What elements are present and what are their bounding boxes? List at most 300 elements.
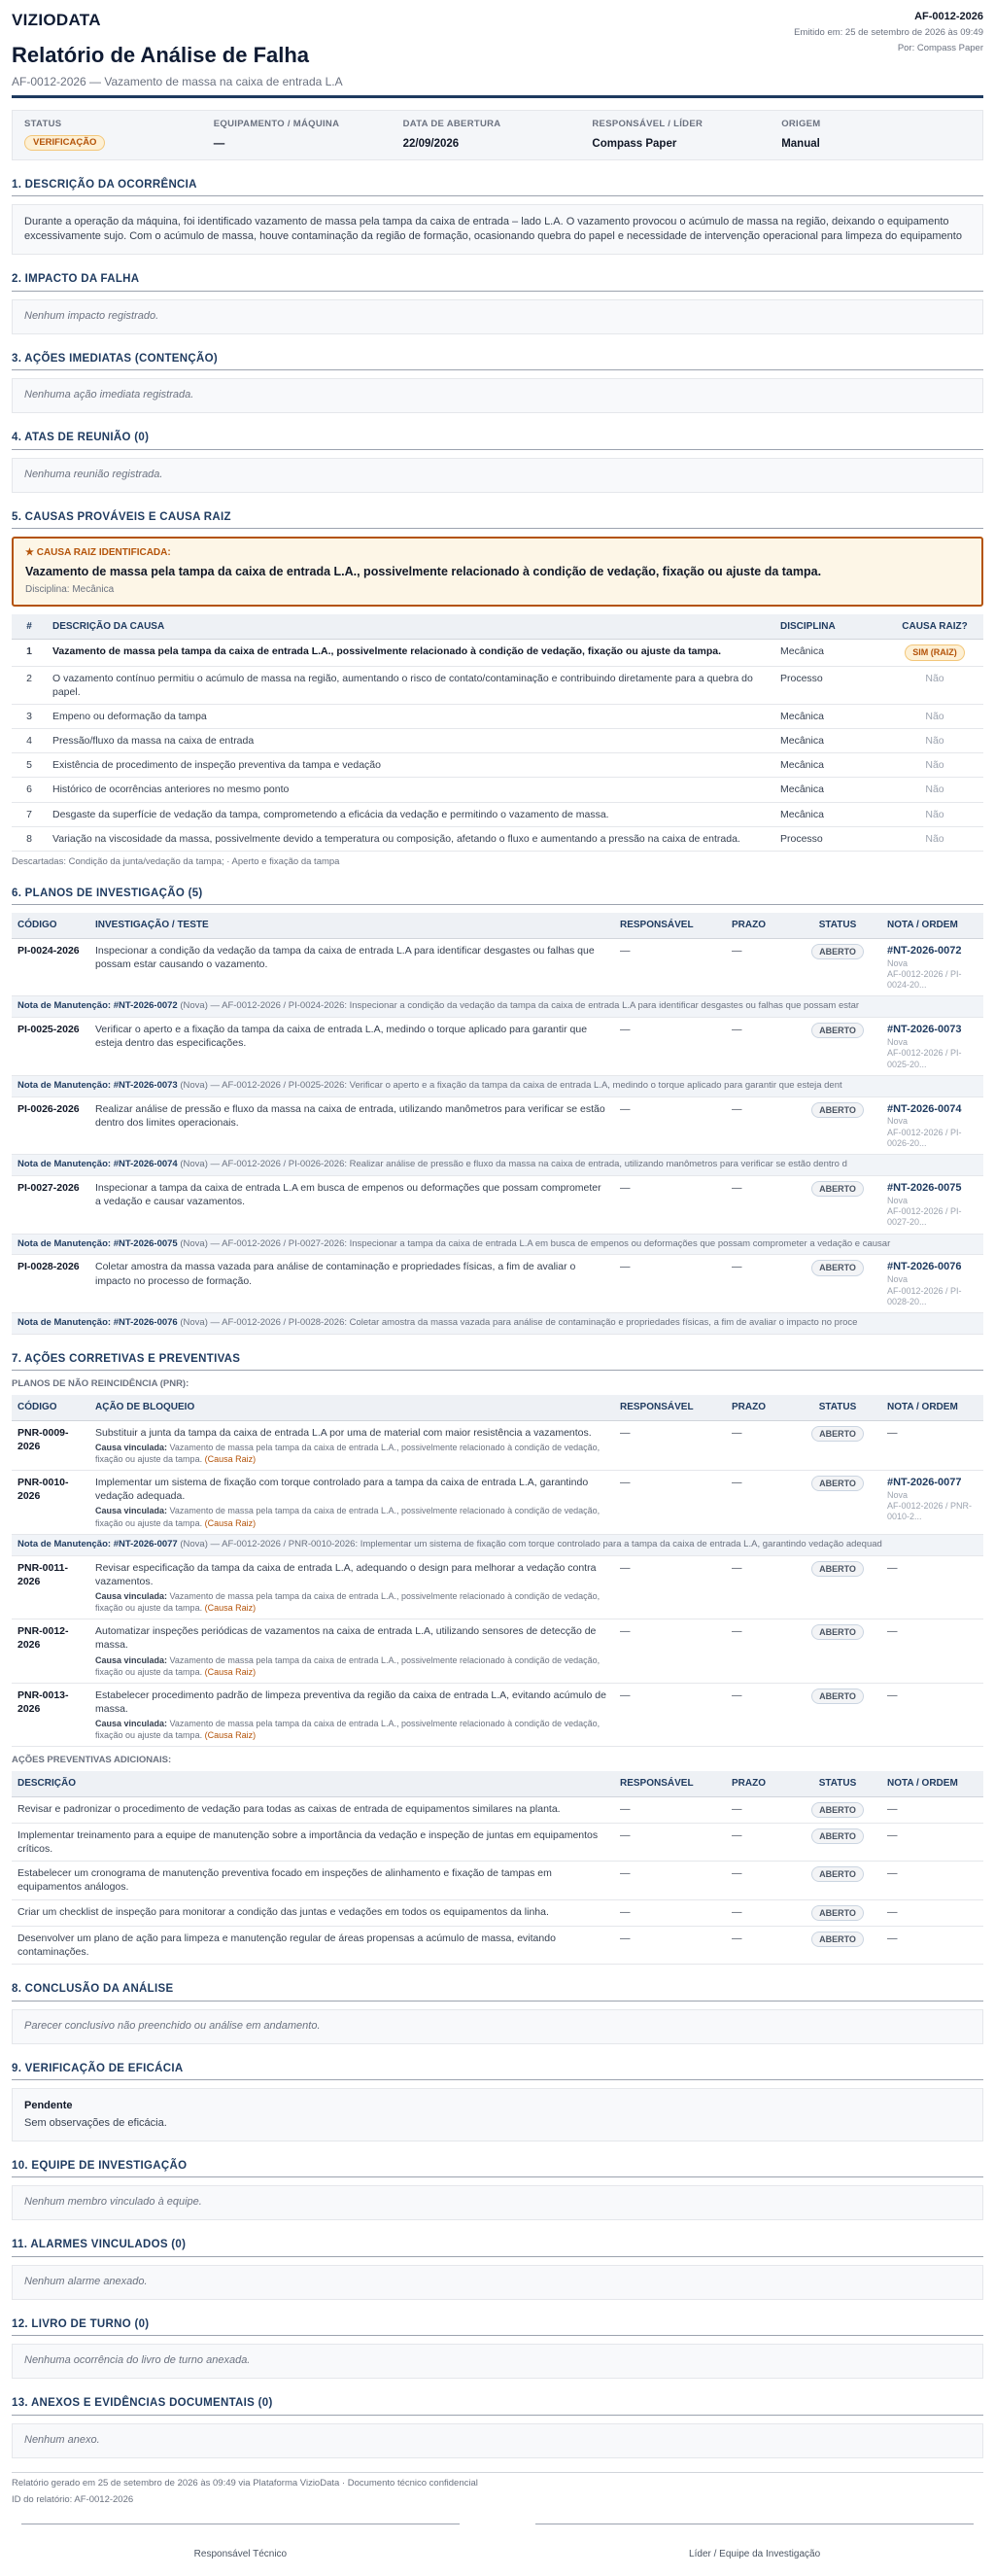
pnr-code: PNR-0011-2026 xyxy=(12,1555,89,1619)
preventive-status-cell xyxy=(794,1926,881,1964)
cause-description: Variação na viscosidade da massa, possivelmente devido a temperatura ou composição, afetando o fluxo e aumentando a pressão na caixa de entrada. xyxy=(47,826,774,851)
maintenance-note-text: (Nova) — AF-0012-2026 / PNR-0010-2026: Implementar um sistema de fixação com torque controlado para a tampa da caixa de entrada L.A, garantindo vedação adequad xyxy=(180,1538,882,1549)
preventive-row xyxy=(12,1926,983,1964)
note-reference: AF-0012-2026 / PI-0027-20... xyxy=(887,1206,962,1228)
pnr-action-cell xyxy=(89,1471,614,1535)
cause-root-cell xyxy=(886,704,983,728)
investigation-description: Verificar o aperto e a fixação da tampa da caixa de entrada L.A, medindo o torque aplicado para garantir que esteja dentro das especificações. xyxy=(89,1018,614,1076)
cause-root-value: Não xyxy=(925,832,944,845)
pnr-note-value: — xyxy=(887,1561,898,1574)
preventive-responsible: — xyxy=(614,1796,726,1823)
note-state: Nova xyxy=(887,957,909,968)
preventive-note: — xyxy=(881,1862,983,1899)
linked-cause-text: Vazamento de massa pela tampa da caixa de entrada L.A., possivelmente relacionado à condição de vedação, fixação ou ajuste da tampa. xyxy=(95,1442,600,1464)
pnr-deadline: — xyxy=(726,1555,794,1619)
cause-row xyxy=(12,640,983,666)
note-state: Nova xyxy=(887,1037,909,1048)
pnr-deadline: — xyxy=(726,1619,794,1684)
preventive-deadline: — xyxy=(726,1823,794,1861)
maintenance-note-label: Nota de Manutenção: #NT-2026-0073 xyxy=(17,1079,178,1091)
investigation-code: PI-0025-2026 xyxy=(12,1018,89,1076)
header-divider xyxy=(12,95,983,98)
pnr-responsible: — xyxy=(614,1619,726,1684)
pnr-col-responsible: RESPONSÁVEL xyxy=(614,1395,726,1420)
cause-row xyxy=(12,826,983,851)
cause-discipline: Processo xyxy=(774,826,886,851)
cause-row xyxy=(12,778,983,802)
maintenance-note-cell xyxy=(12,1075,983,1097)
preventive-description: Implementar treinamento para a equipe de manutenção sobre a importância da vedação e inspeção de juntas em equipamentos críticos. xyxy=(12,1823,614,1861)
inv-col-note: NOTA / ORDEM xyxy=(881,913,983,938)
maintenance-note-link[interactable]: #NT-2026-0073 xyxy=(887,1024,962,1036)
maintenance-note-row xyxy=(12,996,983,1018)
pnr-responsible: — xyxy=(614,1471,726,1535)
note-state: Nova xyxy=(887,1195,909,1205)
cause-discipline: Mecânica xyxy=(774,640,886,666)
preventive-table xyxy=(12,1771,983,1965)
conclusion-empty: Parecer conclusivo não preenchido ou análise em andamento. xyxy=(12,2009,983,2044)
investigation-responsible: — xyxy=(614,938,726,996)
status-badge: ABERTO xyxy=(811,1905,864,1921)
preventive-row xyxy=(12,1796,983,1823)
pnr-note-cell xyxy=(881,1683,983,1747)
maintenance-note-row xyxy=(12,1313,983,1335)
section-title-actions: 7. AÇÕES CORRETIVAS E PREVENTIVAS xyxy=(12,1352,983,1372)
pnr-status-cell xyxy=(794,1619,881,1684)
note-reference: AF-0012-2026 / PI-0028-20... xyxy=(887,1285,962,1306)
pnr-status-cell xyxy=(794,1555,881,1619)
maintenance-note-label: Nota de Manutenção: #NT-2026-0077 xyxy=(17,1538,178,1549)
maintenance-note-link[interactable]: #NT-2026-0072 xyxy=(887,944,962,957)
origin-value: Manual xyxy=(781,137,820,150)
linked-cause-label: Causa vinculada: xyxy=(95,1506,168,1516)
root-cause-label: ★ CAUSA RAIZ IDENTIFICADA: xyxy=(25,547,171,559)
pnr-deadline: — xyxy=(726,1683,794,1747)
cause-description: Vazamento de massa pela tampa da caixa de entrada L.A., possivelmente relacionado à condição de vedação, fixação ou ajuste da tampa. xyxy=(47,640,774,666)
signature-technical: Responsável Técnico xyxy=(21,2524,460,2561)
pnr-responsible: — xyxy=(614,1683,726,1747)
emitted-date: Emitido em: 25 de setembro de 2026 às 09:49 xyxy=(794,26,983,38)
cause-description: Pressão/fluxo da massa na caixa de entrada xyxy=(47,729,774,753)
pnr-action: Estabelecer procedimento padrão de limpeza preventiva da região da caixa de entrada L.A, evitando acúmulo de massa. xyxy=(95,1688,606,1715)
cause-number: 2 xyxy=(12,666,47,704)
pnr-col-code: CÓDIGO xyxy=(12,1395,89,1420)
responsible-label: RESPONSÁVEL / LÍDER xyxy=(592,118,703,129)
status-badge: ABERTO xyxy=(811,1561,864,1577)
pnr-responsible: — xyxy=(614,1420,726,1470)
section-title-alarms: 11. ALARMES VINCULADOS (0) xyxy=(12,2238,983,2257)
report-footer xyxy=(12,2472,983,2507)
investigation-table xyxy=(12,913,983,1335)
root-cause-box xyxy=(12,537,983,607)
investigation-responsible: — xyxy=(614,1255,726,1313)
preventive-status-cell xyxy=(794,1796,881,1823)
status-badge: ABERTO xyxy=(811,1866,864,1882)
pnr-col-action: AÇÃO DE BLOQUEIO xyxy=(89,1395,614,1420)
linked-cause-label: Causa vinculada: xyxy=(95,1654,168,1665)
maintenance-note-label: Nota de Manutenção: #NT-2026-0076 xyxy=(17,1317,178,1329)
preventive-responsible: — xyxy=(614,1823,726,1861)
pnr-code: PNR-0010-2026 xyxy=(12,1471,89,1535)
status-badge: ABERTO xyxy=(811,1932,864,1947)
section-title-conclusion: 8. CONCLUSÃO DA ANÁLISE xyxy=(12,1982,983,2002)
responsible-value: Compass Paper xyxy=(592,137,677,150)
cause-number: 5 xyxy=(12,753,47,778)
investigation-row xyxy=(12,1176,983,1235)
pnr-action: Revisar especificação da tampa da caixa de entrada L.A, adequando o design para melhorar a vedação contra vazamentos. xyxy=(95,1561,597,1587)
inv-col-status: STATUS xyxy=(794,913,881,938)
note-state: Nova xyxy=(887,1116,909,1127)
cause-number: 8 xyxy=(12,826,47,851)
pnr-action-cell xyxy=(89,1420,614,1470)
maintenance-note-cell xyxy=(12,1155,983,1176)
pnr-code: PNR-0009-2026 xyxy=(12,1420,89,1470)
investigation-code: PI-0024-2026 xyxy=(12,938,89,996)
note-reference: AF-0012-2026 / PNR-0010-2... xyxy=(887,1501,973,1522)
linked-cause-label: Causa vinculada: xyxy=(95,1719,168,1729)
inv-col-responsible: RESPONSÁVEL xyxy=(614,913,726,938)
preventive-status-cell xyxy=(794,1899,881,1926)
cause-discipline: Mecânica xyxy=(774,704,886,728)
investigation-note-cell xyxy=(881,1176,983,1235)
page-subtitle: AF-0012-2026 — Vazamento de massa na caixa de entrada L.A xyxy=(12,74,343,88)
cause-root-cell xyxy=(886,826,983,851)
investigation-note-cell xyxy=(881,1018,983,1076)
cause-description: Existência de procedimento de inspeção preventiva da tampa e vedação xyxy=(47,753,774,778)
cause-row xyxy=(12,729,983,753)
cause-discipline: Mecânica xyxy=(774,753,886,778)
preventive-description: Estabelecer um cronograma de manutenção preventiva focado em inspeções de alinhamento e fixação de tampas em equipamentos análogos. xyxy=(12,1862,614,1899)
cause-number: 3 xyxy=(12,704,47,728)
status-badge: ABERTO xyxy=(811,1023,864,1038)
cause-number: 1 xyxy=(12,640,47,666)
pnr-row xyxy=(12,1683,983,1747)
investigation-deadline: — xyxy=(726,1097,794,1155)
maintenance-note-link[interactable]: #NT-2026-0075 xyxy=(887,1182,962,1195)
cause-root-value: Não xyxy=(925,710,944,722)
pnr-action-cell xyxy=(89,1555,614,1619)
brand-logo: VIZIODATA xyxy=(12,11,101,29)
pnr-note-cell xyxy=(881,1471,983,1535)
report-header xyxy=(12,10,983,89)
investigation-description: Inspecionar a condição da vedação da tampa da caixa de entrada L.A para identificar desgastes ou falhas que possam estar causando o vazamento. xyxy=(89,938,614,996)
preventive-responsible: — xyxy=(614,1862,726,1899)
linked-cause xyxy=(95,1718,608,1741)
investigation-code: PI-0026-2026 xyxy=(12,1097,89,1155)
cause-description: O vazamento contínuo permitiu o acúmulo de massa na região, aumentando o risco de contato/contaminação e contribuindo diretamente para a quebra do papel. xyxy=(47,666,774,704)
maintenance-note-text: (Nova) — AF-0012-2026 / PI-0026-2026: Realizar análise de pressão e fluxo da massa na caixa de entrada, utilizando manômetros para verificar se estão dentro d xyxy=(180,1159,847,1170)
pnr-action: Automatizar inspeções periódicas de vazamentos na caixa de entrada L.A, utilizando sensores de detecção de massa. xyxy=(95,1625,597,1652)
preventive-row xyxy=(12,1862,983,1899)
status-badge: ABERTO xyxy=(811,1624,864,1640)
pnr-col-status: STATUS xyxy=(794,1395,881,1420)
summary-equipment xyxy=(214,119,403,152)
immediate-actions-empty: Nenhuma ação imediata registrada. xyxy=(12,378,983,413)
cause-root-value: Não xyxy=(925,672,944,684)
maintenance-note-row xyxy=(12,1075,983,1097)
maintenance-note-row xyxy=(12,1534,983,1555)
prev-col-responsible: RESPONSÁVEL xyxy=(614,1771,726,1796)
maintenance-note-link[interactable]: #NT-2026-0074 xyxy=(887,1102,962,1115)
prev-col-deadline: PRAZO xyxy=(726,1771,794,1796)
maintenance-note-cell xyxy=(12,1313,983,1335)
maintenance-note-label: Nota de Manutenção: #NT-2026-0075 xyxy=(17,1237,178,1249)
investigation-code: PI-0027-2026 xyxy=(12,1176,89,1235)
cause-root-cell xyxy=(886,753,983,778)
maintenance-note-text: (Nova) — AF-0012-2026 / PI-0028-2026: Coletar amostra da massa vazada para análise de contaminação e propriedades físicas, a fim de avaliar o impacto no proce xyxy=(180,1317,858,1329)
signature-team: Líder / Equipe da Investigação xyxy=(535,2524,974,2561)
equipment-value: — xyxy=(213,137,225,150)
inv-col-code: CÓDIGO xyxy=(12,913,89,938)
summary-bar xyxy=(12,110,983,160)
status-badge: VERIFICAÇÃO xyxy=(24,135,105,152)
investigation-responsible: — xyxy=(614,1097,726,1155)
maintenance-note-text: (Nova) — AF-0012-2026 / PI-0027-2026: Inspecionar a tampa da caixa de entrada L.A em busca de empenos ou deformações que possam comprometer a vedação e causar xyxy=(180,1237,891,1249)
cause-discipline: Mecânica xyxy=(774,729,886,753)
pnr-label: PLANOS DE NÃO REINCIDÊNCIA (PNR): xyxy=(12,1378,189,1390)
preventive-deadline: — xyxy=(726,1796,794,1823)
linked-cause-text: Vazamento de massa pela tampa da caixa de entrada L.A., possivelmente relacionado à condição de vedação, fixação ou ajuste da tampa. xyxy=(95,1654,600,1677)
investigation-status-cell xyxy=(794,1176,881,1235)
cause-root-value: Não xyxy=(925,808,944,820)
cause-discipline: Mecânica xyxy=(774,778,886,802)
cause-root-cell xyxy=(886,640,983,666)
pnr-table xyxy=(12,1395,983,1747)
report-id: AF-0012-2026 xyxy=(914,11,983,22)
section-title-team: 10. EQUIPE DE INVESTIGAÇÃO xyxy=(12,2159,983,2178)
team-empty: Nenhum membro vinculado à equipe. xyxy=(12,2185,983,2220)
cause-root-cell xyxy=(886,802,983,826)
investigation-row xyxy=(12,1255,983,1313)
pnr-row xyxy=(12,1471,983,1535)
pnr-action-cell xyxy=(89,1683,614,1747)
shift-log-empty: Nenhuma ocorrência do livro de turno anexada. xyxy=(12,2344,983,2379)
note-state: Nova xyxy=(887,1489,909,1500)
status-badge: ABERTO xyxy=(811,1688,864,1704)
investigation-row xyxy=(12,1097,983,1155)
investigation-code: PI-0028-2026 xyxy=(12,1255,89,1313)
preventive-note: — xyxy=(881,1899,983,1926)
cause-description: Empeno ou deformação da tampa xyxy=(47,704,774,728)
cause-row xyxy=(12,704,983,728)
preventive-deadline: — xyxy=(726,1899,794,1926)
page-title: Relatório de Análise de Falha xyxy=(12,42,310,67)
preventive-status-cell xyxy=(794,1823,881,1861)
effectiveness-text: Sem observações de eficácia. xyxy=(24,2116,167,2129)
maintenance-note-text: (Nova) — AF-0012-2026 / PI-0025-2026: Verificar o aperto e a fixação da tampa da caixa de entrada L.A, medindo o torque aplicado para garantir que esteja dent xyxy=(180,1079,842,1091)
investigation-status-cell xyxy=(794,1018,881,1076)
pnr-note-value: — xyxy=(887,1625,898,1638)
linked-cause-text: Vazamento de massa pela tampa da caixa de entrada L.A., possivelmente relacionado à condição de vedação, fixação ou ajuste da tampa. xyxy=(95,1506,600,1528)
investigation-note-cell xyxy=(881,1255,983,1313)
section-title-immediate-actions: 3. AÇÕES IMEDIATAS (CONTENÇÃO) xyxy=(12,352,983,371)
linked-cause-root-tag: (Causa Raiz) xyxy=(204,1453,257,1464)
summary-origin xyxy=(781,119,971,152)
pnr-status-cell xyxy=(794,1471,881,1535)
footer-generated: Relatório gerado em 25 de setembro de 2026 às 09:49 via Plataforma VizioData · Documento técnico confidencial xyxy=(12,2477,478,2489)
pnr-responsible: — xyxy=(614,1555,726,1619)
prev-col-status: STATUS xyxy=(794,1771,881,1796)
cause-number: 7 xyxy=(12,802,47,826)
status-badge: ABERTO xyxy=(811,1828,864,1844)
linked-cause-text: Vazamento de massa pela tampa da caixa de entrada L.A., possivelmente relacionado à condição de vedação, fixação ou ajuste da tampa. xyxy=(95,1590,600,1614)
status-label: STATUS xyxy=(24,118,62,129)
cause-description: Histórico de ocorrências anteriores no mesmo ponto xyxy=(47,778,774,802)
pnr-note-value: — xyxy=(887,1688,898,1701)
section-title-investigation: 6. PLANOS DE INVESTIGAÇÃO (5) xyxy=(12,887,983,906)
summary-date xyxy=(403,119,593,152)
causes-table xyxy=(12,614,983,852)
preventive-status-cell xyxy=(794,1862,881,1899)
preventive-responsible: — xyxy=(614,1926,726,1964)
preventive-note: — xyxy=(881,1823,983,1861)
status-badge: ABERTO xyxy=(811,1181,864,1197)
linked-cause-label: Causa vinculada: xyxy=(95,1442,168,1452)
linked-cause-text: Vazamento de massa pela tampa da caixa de entrada L.A., possivelmente relacionado à condição de vedação, fixação ou ajuste da tampa. xyxy=(95,1719,600,1741)
maintenance-note-text: (Nova) — AF-0012-2026 / PI-0024-2026: Inspecionar a condição da vedação da tampa da caixa de entrada L.A para identificar desgastes ou falhas que possam estar xyxy=(180,1000,860,1012)
cause-row xyxy=(12,666,983,704)
cause-discipline: Mecânica xyxy=(774,802,886,826)
linked-cause xyxy=(95,1654,608,1678)
section-title-effectiveness: 9. VERIFICAÇÃO DE EFICÁCIA xyxy=(12,2062,983,2081)
impact-empty: Nenhum impacto registrado. xyxy=(12,299,983,334)
pnr-code: PNR-0012-2026 xyxy=(12,1619,89,1684)
investigation-note-cell xyxy=(881,938,983,996)
investigation-note-cell xyxy=(881,1097,983,1155)
linked-cause-root-tag: (Causa Raiz) xyxy=(204,1603,257,1614)
investigation-status-cell xyxy=(794,938,881,996)
investigation-status-cell xyxy=(794,1255,881,1313)
note-state: Nova xyxy=(887,1274,909,1285)
investigation-status-cell xyxy=(794,1097,881,1155)
linked-cause-root-tag: (Causa Raiz) xyxy=(204,1517,257,1528)
pnr-deadline: — xyxy=(726,1420,794,1470)
pnr-status-cell xyxy=(794,1683,881,1747)
cause-root-value: Não xyxy=(925,735,944,748)
investigation-deadline: — xyxy=(726,1176,794,1235)
linked-cause-root-tag: (Causa Raiz) xyxy=(204,1730,257,1741)
root-cause-badge: SIM (RAIZ) xyxy=(905,644,965,660)
cause-root-value: Não xyxy=(925,759,944,772)
linked-cause xyxy=(95,1442,608,1465)
alarms-empty: Nenhum alarme anexado. xyxy=(12,2265,983,2300)
status-badge: ABERTO xyxy=(811,1102,864,1118)
pnr-row xyxy=(12,1619,983,1684)
causes-col-number: # xyxy=(12,614,47,640)
status-badge: ABERTO xyxy=(811,1426,864,1442)
date-label: DATA DE ABERTURA xyxy=(402,118,501,129)
cause-root-cell xyxy=(886,778,983,802)
note-reference: AF-0012-2026 / PI-0024-20... xyxy=(887,968,962,991)
preventive-description: Revisar e padronizar o procedimento de vedação para todas as caixas de entrada de equipamentos similares na planta. xyxy=(12,1796,614,1823)
investigation-row xyxy=(12,1018,983,1076)
effectiveness-status: Pendente xyxy=(24,2100,73,2112)
cause-row xyxy=(12,753,983,778)
section-title-impact: 2. IMPACTO DA FALHA xyxy=(12,272,983,292)
investigation-description: Realizar análise de pressão e fluxo da massa na caixa de entrada, utilizando manômetros para verificar se estão dentro dos limites operacionais. xyxy=(89,1097,614,1155)
maintenance-note-cell xyxy=(12,1534,983,1555)
preventive-deadline: — xyxy=(726,1862,794,1899)
pnr-note-cell xyxy=(881,1555,983,1619)
investigation-deadline: — xyxy=(726,1255,794,1313)
investigation-row xyxy=(12,938,983,996)
pnr-note-cell xyxy=(881,1619,983,1684)
preventive-deadline: — xyxy=(726,1926,794,1964)
root-cause-text: Vazamento de massa pela tampa da caixa de entrada L.A., possivelmente relacionado à condição de vedação, fixação ou ajuste da tampa. xyxy=(25,564,822,578)
section-title-attachments: 13. ANEXOS E EVIDÊNCIAS DOCUMENTAIS (0) xyxy=(12,2396,983,2416)
author: Por: Compass Paper xyxy=(897,42,983,53)
footer-report-id: ID do relatório: AF-0012-2026 xyxy=(12,2493,134,2505)
prev-col-description: DESCRIÇÃO xyxy=(12,1771,614,1796)
investigation-deadline: — xyxy=(726,938,794,996)
pnr-status-cell xyxy=(794,1420,881,1470)
preventive-row xyxy=(12,1899,983,1926)
maintenance-note-row xyxy=(12,1155,983,1176)
investigation-responsible: — xyxy=(614,1176,726,1235)
cause-number: 4 xyxy=(12,729,47,753)
pnr-action: Implementar um sistema de fixação com torque controlado para a tampa da caixa de entrada L.A, garantindo vedação adequada. xyxy=(95,1477,589,1503)
preventive-description: Desenvolver um plano de ação para limpeza e manutenção regular de áreas propensas a acúmulo de massa, evitando contaminações. xyxy=(12,1926,614,1964)
inv-col-deadline: PRAZO xyxy=(726,913,794,938)
section-title-meetings: 4. ATAS DE REUNIÃO (0) xyxy=(12,431,983,450)
investigation-deadline: — xyxy=(726,1018,794,1076)
equipment-label: EQUIPAMENTO / MÁQUINA xyxy=(213,118,340,129)
investigation-description: Coletar amostra da massa vazada para análise de contaminação e propriedades físicas, a fim de avaliar o impacto no processo de formação. xyxy=(89,1255,614,1313)
discarded-causes: Descartadas: Condição da junta/vedação da tampa; · Aperto e fixação da tampa xyxy=(12,855,340,867)
date-value: 22/09/2026 xyxy=(402,137,460,150)
maintenance-note-cell xyxy=(12,1234,983,1255)
maintenance-note-link[interactable]: #NT-2026-0076 xyxy=(887,1261,962,1273)
attachments-empty: Nenhum anexo. xyxy=(12,2423,983,2458)
summary-status xyxy=(24,119,214,152)
cause-description: Desgaste da superfície de vedação da tampa, comprometendo a eficácia da vedação e permitindo o vazamento de massa. xyxy=(47,802,774,826)
investigation-description: Inspecionar a tampa da caixa de entrada L.A em busca de empenos ou deformações que possam comprometer a vedação e causar vazamentos. xyxy=(89,1176,614,1235)
linked-cause xyxy=(95,1590,608,1614)
section-title-shift-log: 12. LIVRO DE TURNO (0) xyxy=(12,2317,983,2337)
causes-col-description: DESCRIÇÃO DA CAUSA xyxy=(47,614,774,640)
pnr-row xyxy=(12,1420,983,1470)
note-reference: AF-0012-2026 / PI-0025-20... xyxy=(887,1048,962,1069)
pnr-code: PNR-0013-2026 xyxy=(12,1683,89,1747)
pnr-col-note: NOTA / ORDEM xyxy=(881,1395,983,1420)
maintenance-note-label: Nota de Manutenção: #NT-2026-0074 xyxy=(17,1159,178,1170)
cause-root-value: Não xyxy=(925,783,944,796)
causes-col-root: CAUSA RAIZ? xyxy=(886,614,983,640)
preventive-note: — xyxy=(881,1796,983,1823)
maintenance-note-row xyxy=(12,1234,983,1255)
pnr-action-cell xyxy=(89,1619,614,1684)
note-reference: AF-0012-2026 / PI-0026-20... xyxy=(887,1127,962,1148)
preventive-note: — xyxy=(881,1926,983,1964)
preventive-description: Criar um checklist de inspeção para monitorar a condição das juntas e vedações em todos os equipamentos da linha. xyxy=(12,1899,614,1926)
preventive-responsible: — xyxy=(614,1899,726,1926)
pnr-deadline: — xyxy=(726,1471,794,1535)
investigation-responsible: — xyxy=(614,1018,726,1076)
section-title-description: 1. DESCRIÇÃO DA OCORRÊNCIA xyxy=(12,178,983,197)
status-badge: ABERTO xyxy=(811,1476,864,1491)
preventive-row xyxy=(12,1823,983,1861)
inv-col-description: INVESTIGAÇÃO / TESTE xyxy=(89,913,614,938)
cause-root-cell xyxy=(886,729,983,753)
summary-responsible xyxy=(592,119,781,152)
status-badge: ABERTO xyxy=(811,944,864,959)
cause-discipline: Processo xyxy=(774,666,886,704)
origin-label: ORIGEM xyxy=(781,118,821,129)
status-badge: ABERTO xyxy=(811,1260,864,1275)
maintenance-note-link[interactable]: #NT-2026-0077 xyxy=(887,1477,962,1489)
pnr-note-cell xyxy=(881,1420,983,1470)
maintenance-note-label: Nota de Manutenção: #NT-2026-0072 xyxy=(17,1000,178,1012)
